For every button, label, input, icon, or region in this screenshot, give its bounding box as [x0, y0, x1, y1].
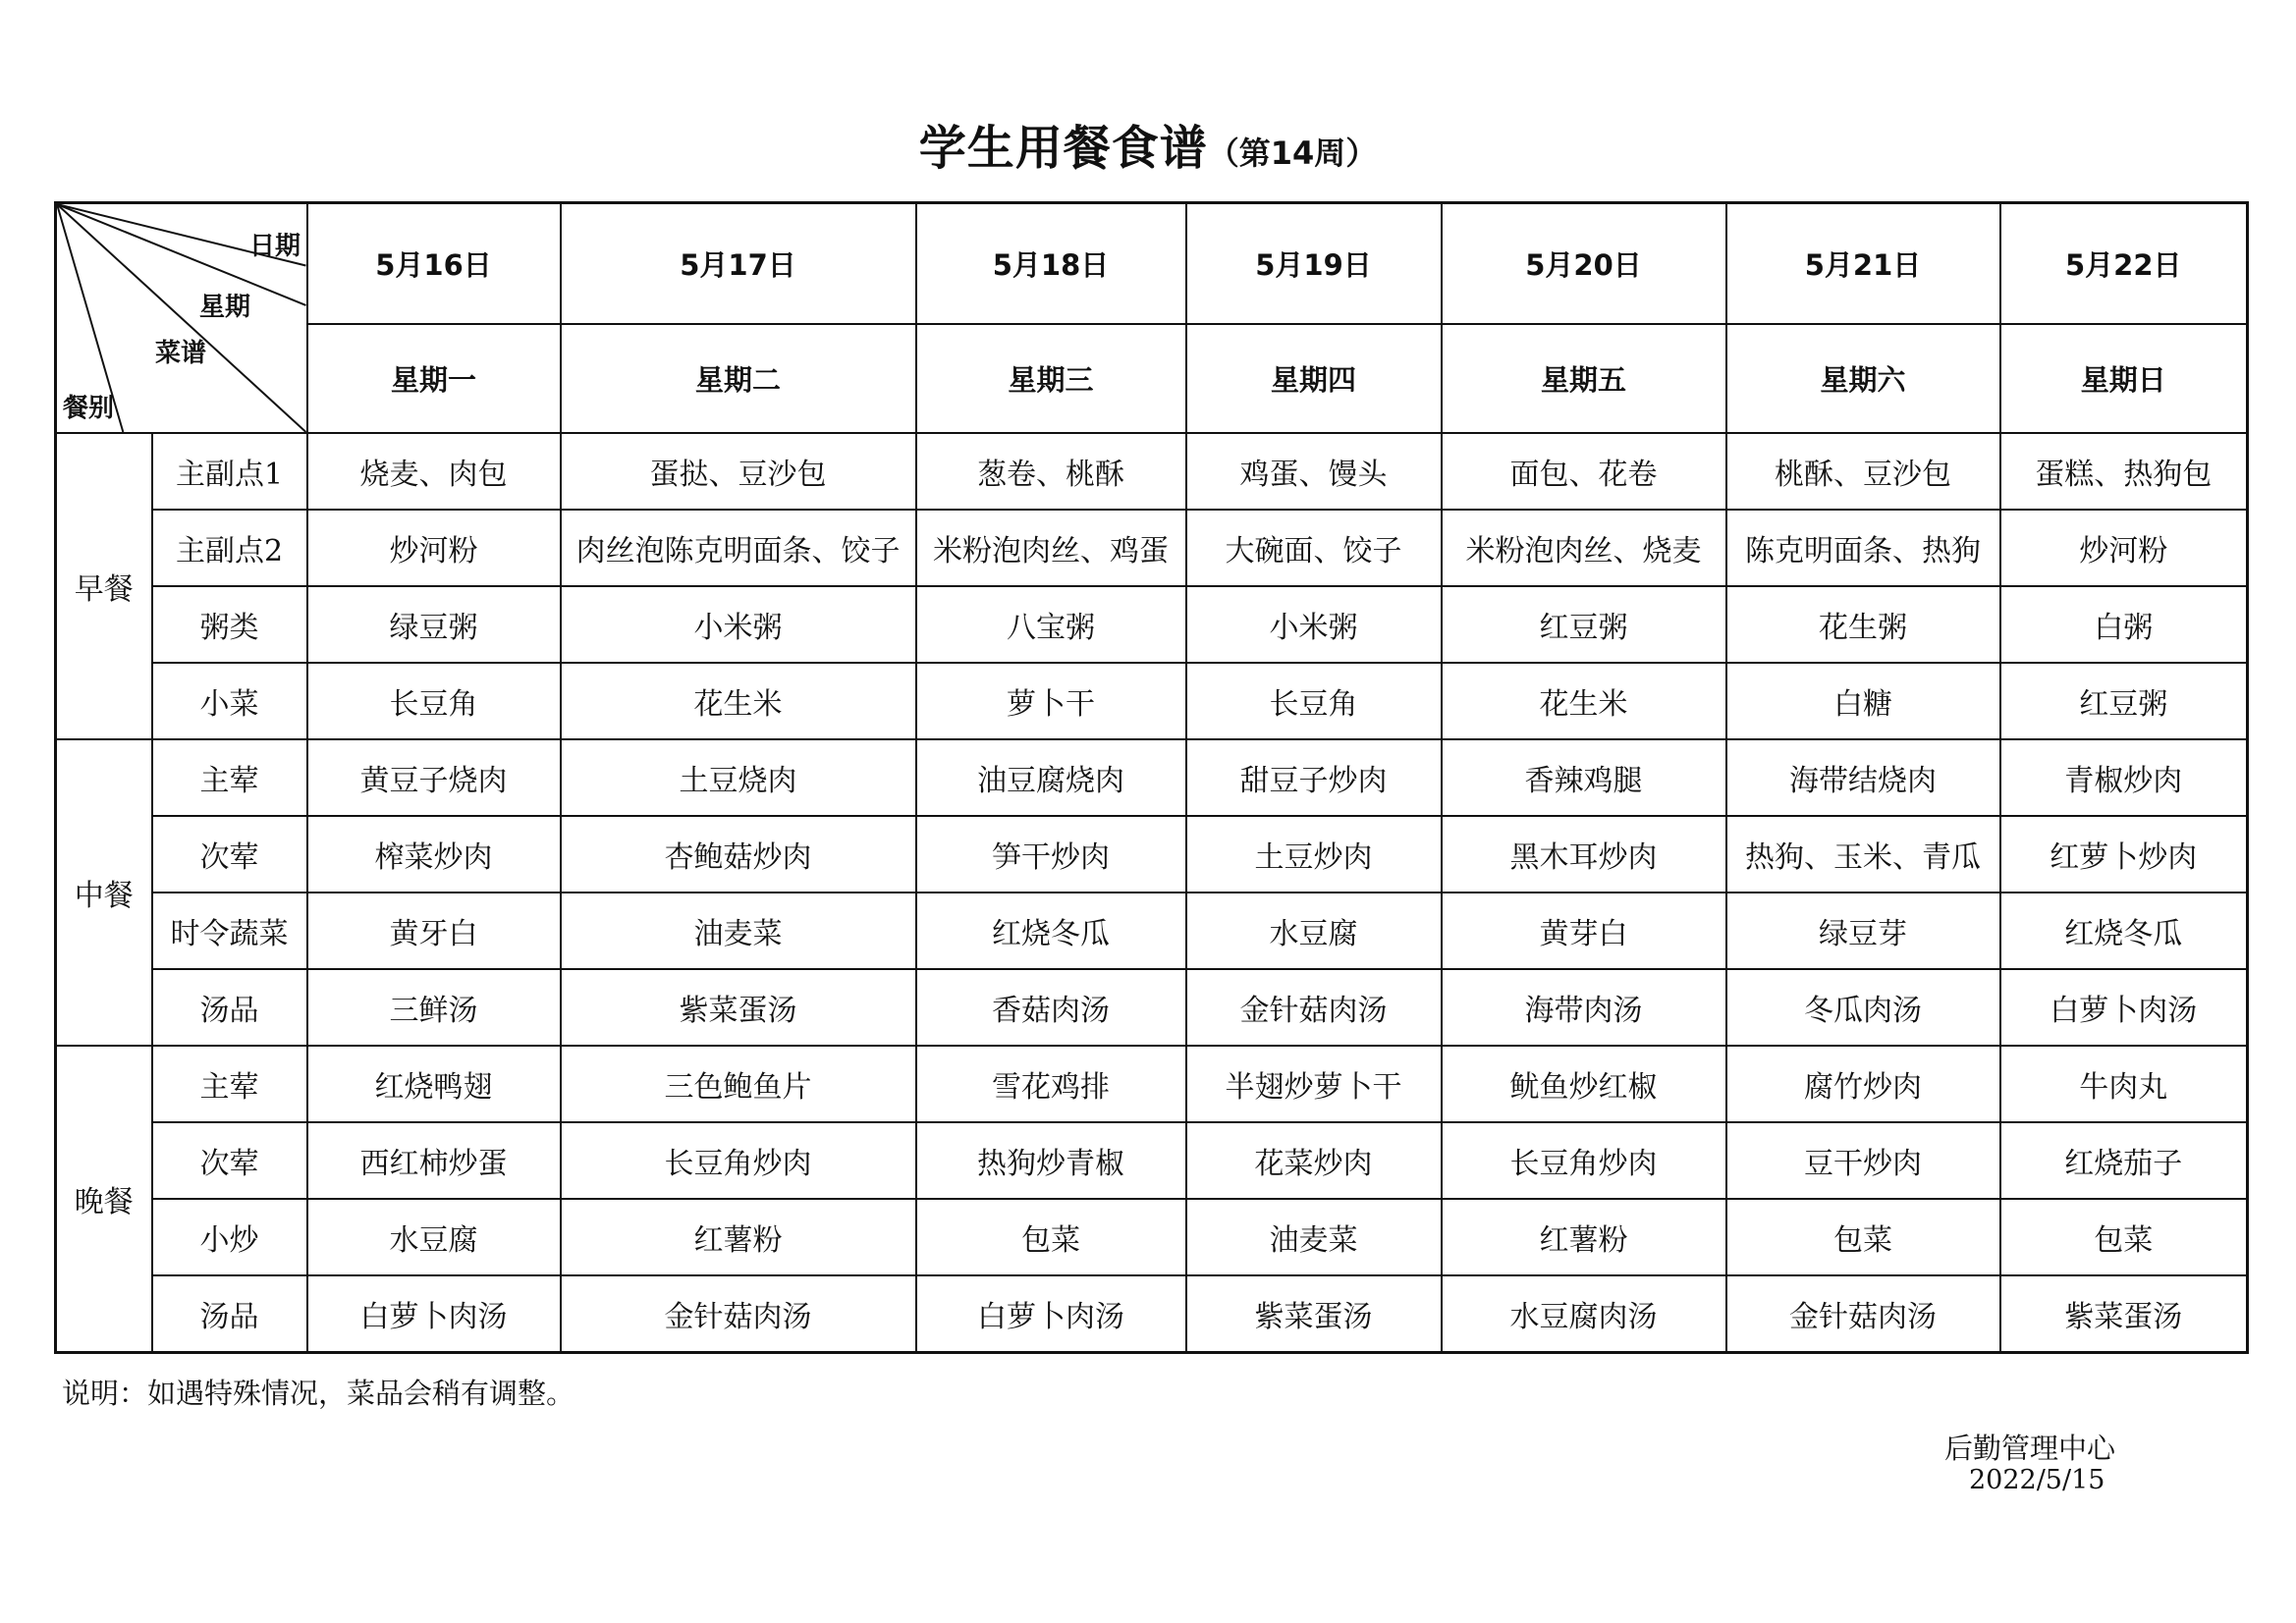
dish-cell: 黑木耳炒肉 — [1442, 816, 1726, 893]
date-cell: 5月21日 — [1726, 203, 2000, 325]
dish-cell: 海带结烧肉 — [1726, 739, 2000, 816]
dish-cell: 米粉泡肉丝、鸡蛋 — [916, 510, 1186, 586]
menu-row — [56, 663, 2248, 739]
menu-item-cell: 汤品 — [152, 1275, 307, 1353]
menu-item-cell: 时令蔬菜 — [152, 893, 307, 969]
dish-cell: 三鲜汤 — [307, 969, 561, 1046]
dish-cell: 金针菇肉汤 — [1726, 1275, 2000, 1353]
menu-item-cell: 次荤 — [152, 1122, 307, 1199]
menu-item-cell: 主副点1 — [152, 433, 307, 510]
dish-cell: 陈克明面条、热狗 — [1726, 510, 2000, 586]
menu-row — [56, 1275, 2248, 1353]
dish-cell: 烧麦、肉包 — [307, 433, 561, 510]
dish-cell: 香辣鸡腿 — [1442, 739, 1726, 816]
footer-note: 说明：如遇特殊情况，菜品会稍有调整。 — [62, 1377, 575, 1410]
dish-cell: 花生米 — [1442, 663, 1726, 739]
dish-cell: 香菇肉汤 — [916, 969, 1186, 1046]
menu-row — [56, 510, 2248, 586]
menu-row — [56, 433, 2248, 510]
dish-cell: 热狗炒青椒 — [916, 1122, 1186, 1199]
dish-cell: 金针菇肉汤 — [1186, 969, 1442, 1046]
dish-cell: 红豆粥 — [1442, 586, 1726, 663]
dish-cell: 白萝卜肉汤 — [2000, 969, 2248, 1046]
dish-cell: 桃酥、豆沙包 — [1726, 433, 2000, 510]
dish-cell: 榨菜炒肉 — [307, 816, 561, 893]
dish-cell: 金针菇肉汤 — [561, 1275, 916, 1353]
dish-cell: 白糖 — [1726, 663, 2000, 739]
dish-cell: 花生米 — [561, 663, 916, 739]
weekday-cell: 星期二 — [561, 324, 916, 433]
menu-row — [56, 1122, 2248, 1199]
menu-item-cell: 主荤 — [152, 739, 307, 816]
menu-row — [56, 739, 2248, 816]
dish-cell: 油豆腐烧肉 — [916, 739, 1186, 816]
dish-cell: 三色鲍鱼片 — [561, 1046, 916, 1122]
dish-cell: 白萝卜肉汤 — [307, 1275, 561, 1353]
corner-label-weekday: 星期 — [199, 293, 251, 322]
dish-cell: 红薯粉 — [1442, 1199, 1726, 1275]
weekday-row — [56, 324, 2248, 433]
dish-cell: 花菜炒肉 — [1186, 1122, 1442, 1199]
dish-cell: 红薯粉 — [561, 1199, 916, 1275]
dish-cell: 长豆角炒肉 — [1442, 1122, 1726, 1199]
weekday-cell: 星期五 — [1442, 324, 1726, 433]
title-week: （第14周） — [1207, 135, 1378, 172]
dish-cell: 炒河粉 — [307, 510, 561, 586]
dish-cell: 葱卷、桃酥 — [916, 433, 1186, 510]
dish-cell: 绿豆芽 — [1726, 893, 2000, 969]
dish-cell: 水豆腐肉汤 — [1442, 1275, 1726, 1353]
corner-label-meal: 餐别 — [63, 394, 115, 423]
dish-cell: 腐竹炒肉 — [1726, 1046, 2000, 1122]
menu-row — [56, 1046, 2248, 1122]
dish-cell: 鱿鱼炒红椒 — [1442, 1046, 1726, 1122]
dish-cell: 大碗面、饺子 — [1186, 510, 1442, 586]
dish-cell: 雪花鸡排 — [916, 1046, 1186, 1122]
dish-cell: 黄芽白 — [1442, 893, 1726, 969]
dish-cell: 豆干炒肉 — [1726, 1122, 2000, 1199]
dish-cell: 红烧冬瓜 — [2000, 893, 2248, 969]
dish-cell: 绿豆粥 — [307, 586, 561, 663]
menu-item-cell: 主荤 — [152, 1046, 307, 1122]
dish-cell: 白萝卜肉汤 — [916, 1275, 1186, 1353]
dish-cell: 土豆烧肉 — [561, 739, 916, 816]
dish-cell: 蛋糕、热狗包 — [2000, 433, 2248, 510]
menu-row — [56, 1199, 2248, 1275]
dish-cell: 八宝粥 — [916, 586, 1186, 663]
dish-cell: 油麦菜 — [561, 893, 916, 969]
dish-cell: 长豆角 — [1186, 663, 1442, 739]
dish-cell: 包菜 — [916, 1199, 1186, 1275]
menu-item-cell: 主副点2 — [152, 510, 307, 586]
meal-name-cell: 中餐 — [56, 739, 152, 1046]
dish-cell: 水豆腐 — [1186, 893, 1442, 969]
dish-cell: 长豆角 — [307, 663, 561, 739]
dish-cell: 青椒炒肉 — [2000, 739, 2248, 816]
weekday-cell: 星期一 — [307, 324, 561, 433]
dish-cell: 面包、花卷 — [1442, 433, 1726, 510]
dish-cell: 黄牙白 — [307, 893, 561, 969]
title-main: 学生用餐食谱 — [918, 121, 1208, 176]
footer-department: 后勤管理中心 — [1944, 1432, 2116, 1465]
date-cell: 5月19日 — [1186, 203, 1442, 325]
dish-cell: 白粥 — [2000, 586, 2248, 663]
corner-label-date: 日期 — [249, 232, 301, 261]
dish-cell: 油麦菜 — [1186, 1199, 1442, 1275]
dish-cell: 黄豆子烧肉 — [307, 739, 561, 816]
menu-item-cell: 次荤 — [152, 816, 307, 893]
menu-row — [56, 816, 2248, 893]
dish-cell: 米粉泡肉丝、烧麦 — [1442, 510, 1726, 586]
dish-cell: 小米粥 — [1186, 586, 1442, 663]
dish-cell: 红萝卜炒肉 — [2000, 816, 2248, 893]
dish-cell: 紫菜蛋汤 — [2000, 1275, 2248, 1353]
dish-cell: 肉丝泡陈克明面条、饺子 — [561, 510, 916, 586]
dish-cell: 紫菜蛋汤 — [1186, 1275, 1442, 1353]
dish-cell: 甜豆子炒肉 — [1186, 739, 1442, 816]
dish-cell: 海带肉汤 — [1442, 969, 1726, 1046]
date-cell: 5月18日 — [916, 203, 1186, 325]
meal-name-cell: 早餐 — [56, 433, 152, 739]
dish-cell: 长豆角炒肉 — [561, 1122, 916, 1199]
dish-cell: 小米粥 — [561, 586, 916, 663]
dish-cell: 红烧茄子 — [2000, 1122, 2248, 1199]
menu-row — [56, 969, 2248, 1046]
menu-item-cell: 小炒 — [152, 1199, 307, 1275]
page-title — [0, 110, 2296, 178]
weekday-cell: 星期六 — [1726, 324, 2000, 433]
dish-cell: 土豆炒肉 — [1186, 816, 1442, 893]
dish-cell: 鸡蛋、馒头 — [1186, 433, 1442, 510]
meal-name-cell: 晚餐 — [56, 1046, 152, 1353]
weekday-cell: 星期四 — [1186, 324, 1442, 433]
dish-cell: 包菜 — [2000, 1199, 2248, 1275]
dish-cell: 蛋挞、豆沙包 — [561, 433, 916, 510]
dish-cell: 红烧鸭翅 — [307, 1046, 561, 1122]
header-corner — [56, 203, 307, 434]
footer-date: 2022/5/15 — [1969, 1465, 2105, 1495]
menu-row — [56, 893, 2248, 969]
weekday-cell: 星期三 — [916, 324, 1186, 433]
menu-item-cell: 小菜 — [152, 663, 307, 739]
dish-cell: 红烧冬瓜 — [916, 893, 1186, 969]
dish-cell: 笋干炒肉 — [916, 816, 1186, 893]
dish-cell: 半翅炒萝卜干 — [1186, 1046, 1442, 1122]
date-cell: 5月20日 — [1442, 203, 1726, 325]
dish-cell: 炒河粉 — [2000, 510, 2248, 586]
dish-cell: 紫菜蛋汤 — [561, 969, 916, 1046]
date-row — [56, 203, 2248, 325]
date-cell: 5月17日 — [561, 203, 916, 325]
dish-cell: 水豆腐 — [307, 1199, 561, 1275]
dish-cell: 牛肉丸 — [2000, 1046, 2248, 1122]
dish-cell: 萝卜干 — [916, 663, 1186, 739]
dish-cell: 包菜 — [1726, 1199, 2000, 1275]
corner-label-recipe: 菜谱 — [155, 339, 207, 368]
date-cell: 5月16日 — [307, 203, 561, 325]
dish-cell: 杏鲍菇炒肉 — [561, 816, 916, 893]
dish-cell: 热狗、玉米、青瓜 — [1726, 816, 2000, 893]
dish-cell: 花生粥 — [1726, 586, 2000, 663]
weekday-cell: 星期日 — [2000, 324, 2248, 433]
menu-row — [56, 586, 2248, 663]
menu-item-cell: 粥类 — [152, 586, 307, 663]
dish-cell: 西红柿炒蛋 — [307, 1122, 561, 1199]
dish-cell: 冬瓜肉汤 — [1726, 969, 2000, 1046]
dish-cell: 红豆粥 — [2000, 663, 2248, 739]
date-cell: 5月22日 — [2000, 203, 2248, 325]
menu-table — [54, 201, 2249, 1354]
menu-item-cell: 汤品 — [152, 969, 307, 1046]
